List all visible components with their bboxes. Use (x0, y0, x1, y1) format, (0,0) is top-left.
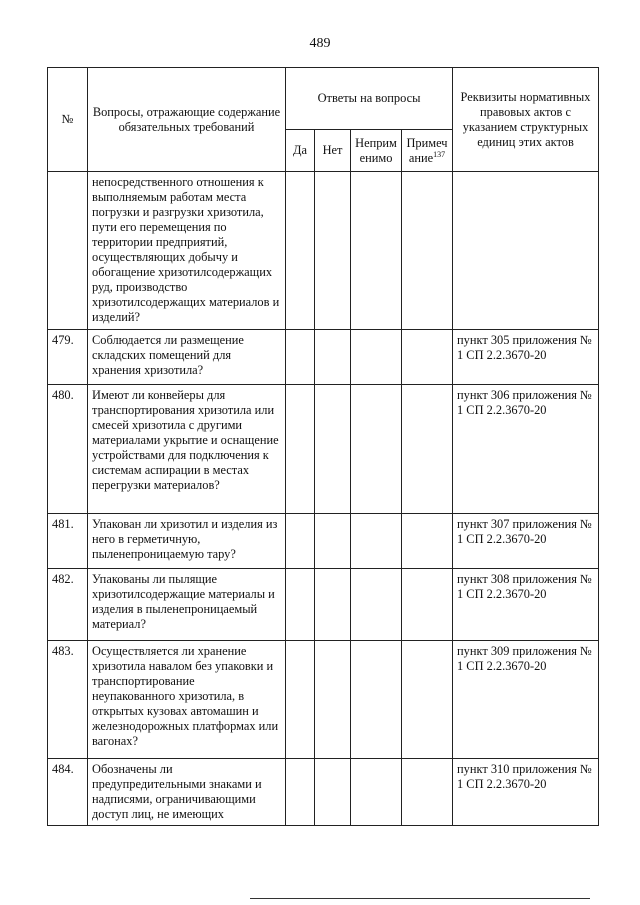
row-question: непосредственного отношения к выполняемым работам места погрузки и разгрузки хризотила, пути его перемещения по территории предприятий, осуществляющих добычу и обогащение хризотилсодержащих руд, производство хризотилсодержащих материалов и изделий? (88, 172, 286, 330)
answer-not-applicable-cell (351, 385, 402, 514)
row-number: 479. (48, 330, 88, 385)
answer-note-cell (402, 385, 453, 514)
answer-note-cell (402, 514, 453, 569)
row-number: 483. (48, 641, 88, 759)
row-requisites: пункт 306 приложения № 1 СП 2.2.3670-20 (453, 385, 599, 514)
answer-note-cell (402, 330, 453, 385)
footer-line (250, 898, 590, 899)
row-question: Обозначены ли предупредительными знаками и надписями, ограничивающими доступ лиц, не имеющих (88, 759, 286, 826)
answer-note-cell (402, 172, 453, 330)
header-no: Нет (315, 130, 351, 172)
table-row (48, 641, 599, 759)
answer-note-cell (402, 641, 453, 759)
answer-yes-cell (286, 514, 315, 569)
answer-not-applicable-cell (351, 569, 402, 641)
row-question: Соблюдается ли размещение складских помещений для хранения хризотила? (88, 330, 286, 385)
header-yes: Да (286, 130, 315, 172)
header-not-applicable: Неприм енимо (351, 130, 402, 172)
header-question: Вопросы, отражающие содержание обязательных требований (88, 68, 286, 172)
table-row (48, 172, 599, 330)
answer-yes-cell (286, 172, 315, 330)
table-row (48, 385, 599, 514)
answer-no-cell (315, 759, 351, 826)
header-requisites: Реквизиты нормативных правовых актов с указанием структурных единиц этих актов (453, 68, 599, 172)
answer-no-cell (315, 514, 351, 569)
answer-no-cell (315, 330, 351, 385)
row-requisites: пункт 310 приложения № 1 СП 2.2.3670-20 (453, 759, 599, 826)
row-requisites: пункт 308 приложения № 1 СП 2.2.3670-20 (453, 569, 599, 641)
table-row (48, 569, 599, 641)
answer-yes-cell (286, 330, 315, 385)
answer-not-applicable-cell (351, 330, 402, 385)
row-question: Осуществляется ли хранение хризотила навалом без упаковки и транспортирование неупакованного хризотила, в открытых кузовах автомашин и железнодорожных платформах или вагонах? (88, 641, 286, 759)
row-number: 484. (48, 759, 88, 826)
row-question: Упакованы ли пылящие хризотилсодержащие материалы и изделия в пыленепроницаемый материал? (88, 569, 286, 641)
answer-note-cell (402, 569, 453, 641)
page-number: 489 (309, 36, 331, 51)
footnote-marker: 137 (433, 149, 446, 159)
answer-not-applicable-cell (351, 759, 402, 826)
table-row (48, 759, 599, 826)
answer-not-applicable-cell (351, 172, 402, 330)
header-answers: Ответы на вопросы (286, 68, 453, 130)
header-note: Примеч ание$^{137}$ (402, 130, 453, 172)
row-number: 480. (48, 385, 88, 514)
requirements-table (47, 67, 599, 826)
answer-yes-cell (286, 385, 315, 514)
row-question: Имеют ли конвейеры для транспортирования хризотила или смесей хризотила с другими материалами укрытие и оснащение устройствами для подключения к системам аспирации в местах перегрузки материалов? (88, 385, 286, 514)
row-number: 482. (48, 569, 88, 641)
table-row (48, 514, 599, 569)
answer-not-applicable-cell (351, 641, 402, 759)
answer-no-cell (315, 569, 351, 641)
answer-yes-cell (286, 569, 315, 641)
row-question: Упакован ли хризотил и изделия из него в герметичную, пыленепроницаемую тару? (88, 514, 286, 569)
row-requisites: пункт 307 приложения № 1 СП 2.2.3670-20 (453, 514, 599, 569)
answer-no-cell (315, 385, 351, 514)
table-row (48, 330, 599, 385)
answer-no-cell (315, 641, 351, 759)
row-requisites (453, 172, 599, 330)
row-requisites: пункт 305 приложения № 1 СП 2.2.3670-20 (453, 330, 599, 385)
answer-note-cell (402, 759, 453, 826)
row-number (48, 172, 88, 330)
answer-yes-cell (286, 759, 315, 826)
answer-no-cell (315, 172, 351, 330)
answer-not-applicable-cell (351, 514, 402, 569)
answer-yes-cell (286, 641, 315, 759)
row-number: 481. (48, 514, 88, 569)
header-number: № (48, 68, 88, 172)
row-requisites: пункт 309 приложения № 1 СП 2.2.3670-20 (453, 641, 599, 759)
